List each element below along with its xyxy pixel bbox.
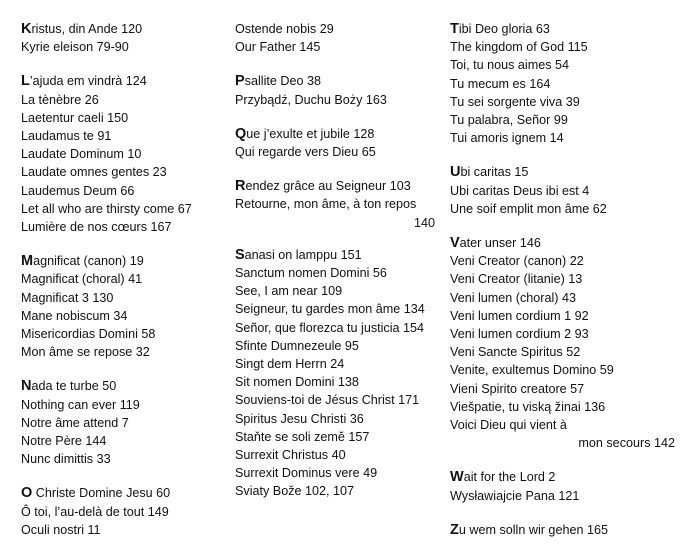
section-initial: W	[450, 469, 464, 486]
index-entry: Laudemus Deum 66	[21, 183, 135, 198]
index-entry: Lumière de nos cœurs 167	[21, 220, 172, 235]
index-entry: Laudamus te 91	[21, 129, 112, 144]
index-entry: Seigneur, tu gardes mon âme 134	[235, 302, 425, 317]
section-initial: V	[450, 235, 460, 252]
index-entry-continuation: mon secours 142	[578, 436, 675, 451]
index-entry: Mon âme se repose 32	[21, 345, 150, 360]
index-entry: Magnificat 3 130	[21, 290, 114, 305]
index-entry: Une soif emplit mon âme 62	[450, 201, 607, 216]
section-initial: K	[21, 21, 32, 37]
index-entry: Tibi Deo gloria 63	[450, 21, 550, 37]
index-entry: Veni Creator (canon) 22	[450, 254, 584, 269]
index-entry: Tu mecum es 164	[450, 76, 551, 91]
index-entry: Señor, que florezca tu justicia 154	[235, 320, 425, 335]
index-entry: Wysławiajcie Pana 121	[450, 488, 580, 503]
section-initial: N	[21, 378, 32, 395]
section-initial: R	[235, 178, 246, 195]
index-entry: Let all who are thirsty come 67	[21, 201, 192, 216]
index-entry: Staňte se soli zemĕ 157	[235, 429, 370, 444]
index-entry: Sanasi on lamppu 151	[235, 246, 362, 263]
index-entry: Venite, exultemus Domino 59	[450, 363, 614, 378]
index-entry: Rendez grâce au Seigneur 103	[235, 178, 411, 195]
index-entry: Surrexit Dominus vere 49	[235, 466, 378, 481]
index-entry: Veni Creator (litanie) 13	[450, 272, 583, 287]
index-entry-continuation: 140	[413, 215, 435, 230]
index-group-o	[21, 484, 226, 539]
index-entry: Magnificat (canon) 19	[21, 253, 144, 270]
index-entry: Nada te turbe 50	[21, 378, 117, 395]
section-initial: P	[235, 73, 245, 90]
index-column-2	[235, 20, 435, 517]
index-entry: Notre Père 144	[21, 434, 107, 449]
index-entry: Tu sei sorgente viva 39	[450, 94, 580, 109]
index-entry: See, I am near 109	[235, 284, 343, 299]
index-column-1	[21, 20, 226, 555]
index-group-l	[21, 72, 226, 236]
index-entry: Psallite Deo 38	[235, 73, 321, 90]
index-entry: Toi, tu nous aimes 54	[450, 58, 570, 73]
index-entry: Mane nobiscum 34	[21, 308, 128, 323]
index-group-t	[450, 20, 675, 147]
index-group-s	[235, 246, 435, 501]
index-entry: Misericordias Domini 58	[21, 327, 156, 342]
index-entry: Retourne, mon âme, à ton repos	[235, 197, 417, 212]
index-group-v	[450, 234, 675, 452]
index-entry: Laudate omnes gentes 23	[21, 165, 167, 180]
index-entry: Tu palabra, Señor 99	[450, 113, 568, 128]
index-entry: Przybądź, Duchu Boży 163	[235, 92, 387, 107]
index-entry: The kingdom of God 115	[450, 40, 588, 55]
index-entry: Kyrie eleison 79-90	[21, 40, 129, 55]
index-entry: Sit nomen Domini 138	[235, 375, 359, 390]
index-entry: Veni Sancte Spiritus 52	[450, 345, 581, 360]
section-initial: T	[450, 21, 459, 37]
index-group-n	[21, 377, 226, 468]
index-entry: Magnificat (choral) 41	[21, 272, 143, 287]
index-entry: Kristus, din Ande 120	[21, 21, 143, 37]
index-entry: Nunc dimittis 33	[21, 452, 111, 467]
index-entry: Spiritus Jesu Christi 36	[235, 411, 364, 426]
index-entry: Ubi caritas 15	[450, 164, 529, 181]
index-entry: Vater unser 146	[450, 235, 541, 252]
index-group-z	[450, 521, 675, 539]
section-initial: S	[235, 246, 245, 263]
index-group-r	[235, 177, 435, 232]
index-entry: Souviens-toi de Jésus Christ 171	[235, 393, 420, 408]
index-entry: Veni lumen (choral) 43	[450, 290, 577, 305]
index-entry: Sanctum nomen Domini 56	[235, 266, 387, 281]
section-initial: Z	[450, 521, 459, 538]
index-entry: Ostende nobis 29	[235, 22, 334, 36]
index-entry: Qui regarde vers Dieu 65	[235, 145, 376, 160]
section-initial: O	[21, 485, 33, 502]
index-entry: Sfinte Dumnezeule 95	[235, 338, 359, 353]
index-entry: Notre âme attend 7	[21, 415, 129, 430]
section-initial: L	[21, 73, 30, 90]
index-entry: Que j’exulte et jubile 128	[235, 125, 375, 142]
index-entry: Voici Dieu qui vient à	[450, 418, 567, 433]
index-entry: Zu wem solln wir gehen 165	[450, 521, 608, 538]
index-entry: Viešpatie, tu viską žinai 136	[450, 399, 606, 414]
index-entry: Tui amoris ignem 14	[450, 131, 564, 146]
index-entry: L’ajuda em vindrà 124	[21, 73, 147, 90]
index-column-3	[450, 20, 675, 555]
section-initial: M	[21, 253, 34, 270]
index-entry: Sviaty Bože 102, 107	[235, 484, 355, 499]
index-group-u	[450, 163, 675, 218]
index-entry: Nothing can ever 119	[21, 397, 140, 412]
section-initial: Q	[235, 125, 247, 142]
index-entry: Veni lumen cordium 1 92	[450, 308, 589, 323]
index-entry: Oculi nostri 11	[21, 522, 101, 537]
index-entry: Singt dem Herrn 24	[235, 357, 345, 372]
index-group-m	[21, 252, 226, 361]
index-entry: La tènèbre 26	[21, 92, 99, 107]
index-group-k	[21, 20, 226, 56]
index-entry: O Christe Domine Jesu 60	[21, 485, 171, 502]
index-entry: Surrexit Christus 40	[235, 448, 346, 463]
index-entry: Veni lumen cordium 2 93	[450, 327, 589, 342]
index-entry: Laudate Dominum 10	[21, 147, 142, 162]
index-entry: Our Father 145	[235, 40, 321, 55]
index-entry: Laetentur caeli 150	[21, 110, 129, 125]
index-group-p	[235, 72, 435, 108]
index-entry: Wait for the Lord 2	[450, 469, 556, 486]
index-entry: Vieni Spirito creatore 57	[450, 381, 585, 396]
index-group-w	[450, 468, 675, 504]
index-entry: Ubi caritas Deus ibi est 4	[450, 183, 590, 198]
index-entry: Ô toi, l’au-delà de tout 149	[21, 504, 169, 519]
index-group-o-continued	[235, 20, 435, 56]
index-group-q	[235, 125, 435, 161]
section-initial: U	[450, 164, 461, 181]
